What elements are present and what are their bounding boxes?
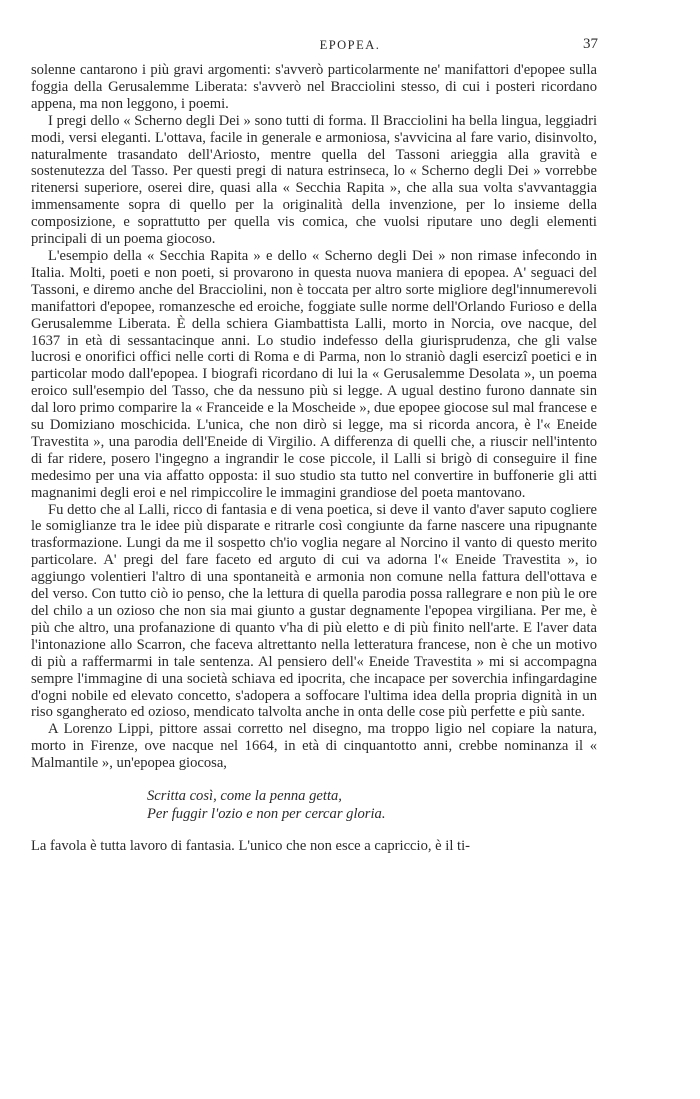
verse-line-1: Scritta così, come la penna getta, [147,788,342,805]
paragraph-lalli: L'esempio della « Secchia Rapita » e dello « Scherno degli Dei » non rimase infecondo in Italia. Molti, poeti e non poeti, si provarono in questa nuova maniera di epopea. A' seguaci del Tassoni, e diremo anche del Bracciolini, non è toccata per altro sorte migliore degl'innumerevoli manifattori d'epopee, romanzesche ed eroiche, foggiate sulle norme dell'Orlando Furioso e della Gerusalemme Liberata. È della schiera Giambattista Lalli, morto in Norcia, ove nacque, del 1637 in età di sessantacinque anni. Lo studio indefesso della giurisprudenza, che gli valse lucrosi e onorifici offici nelle corti di Roma e di Parma, non lo straniò dagli esercizî poetici e in particolar modo dall'epopea. I biografi ricordano di lui la « Gerusalemme Desolata », un poema eroico sull'esempio del Tasso, che da nessuno più si legge. A ugual destino furono dannate sin dal loro primo comparire la « Franceide e la Moscheide », due epopee giocose sul mal francese e su Domiziano moschicida. L'unica, che non dirò si legge, ma si ricorda ancora, è l'« Eneide Travestita », una parodia dell'Eneide di Virgilio. A differenza di quelli che, a riuscir nell'intento di far ridere, posero l'ingegno a ingrandir le cose piccole, il Lalli si brigò di conseguire il fine medesimo per una via affatto opposta: il suo studio sta tutto nel convertire in buffonerie gli atti magnanimi degli eroi e nel rimpiccolire le immagini grandiose del poeta mantovano. [31,247,597,501]
body-text [31,62,597,855]
running-head-title: EPOPEA. [319,38,381,52]
running-head [0,36,700,56]
verse-line-2: Per fuggir l'ozio e non per cercar gloria. [147,806,386,823]
verse-quotation [31,787,597,823]
paragraph-continued: solenne cantarono i più gravi argomenti: s'avverò particolarmente ne' manifattori d'epopee sulla foggia della Gerusalemme Liberata: s'avverò nel Bracciolini stesso, di cui i posteri ricordano appena, ma non leggono, i poemi. [31,62,597,112]
paragraph-eneide-travestita: Fu detto che al Lalli, ricco di fantasia e di vena poetica, si deve il vanto d'aver saputo cogliere le somiglianze tra le idee più disparate e ritrarle così congiunte da farne nascere una ripugnante trasformazione. Lungi da me il sospetto ch'io voglia negare al Norcino il vanto di questo merito particolare. A' pregi del fare faceto ed arguto di cui va adorna l'« Eneide Travestita », io aggiungo volentieri l'altro di una spontaneità e armonia non comune nella fattura dell'ottava e del verso. Con tutto ciò io penso, che la lettura di quella parodia possa rallegrare e non più le ore del chilo a un ozioso che non sia mai giunto a gustar degnamente l'epopea virgiliana. Per me, è più che altro, una profanazione di quanto v'ha di più eletto e di più finito nell'arte. E l'aver data l'intonazione allo Scarron, che faceva altrettanto nella letteratura francese, non è che un motivo di più a raffermarmi in tale sentenza. Al pensiero dell'« Eneide Travestita » mi si accompagna sempre l'immagine di una società schiava ed ipocrita, che incapace per soverchia infingardagine d'ogni nobile ed elevato concetto, s'adopera a soffocare l'ultima idea della propria dignità in un riso sgangherato ed ozioso, mendicato talvolta anche in onta delle cose più perfette e più sante. [31,501,597,721]
page-number: 37 [583,36,598,52]
paragraph-scherno-pregi: I pregi dello « Scherno degli Dei » sono tutti di forma. Il Bracciolini ha bella lingua, leggiadri modi, versi eleganti. L'ottava, facile in generale e armoniosa, s'avvicina al fare vario, disinvolto, naturalmente trasandato dell'Ariosto, mentre quella del Tassoni arieggia alla gravità e sostenutezza del Tasso. Per questi pregi di natura estrinseca, lo « Scherno degli Dei » vorrebbe ritenersi superiore, oserei dire, quasi alla « Secchia Rapita », che alla sua volta s'avvantaggia immensamente sopra di quello per la originalità della invenzione, per lo insieme della composizione, e soprattutto per quella vis comica, che vuolsi riputare uno degli elementi principali di un poema giocoso. [31,112,597,248]
paragraph-lippi: A Lorenzo Lippi, pittore assai corretto nel disegno, ma troppo ligio nel copiare la natura, morto in Firenze, ove nacque nel 1664, in età di cinquantotto anni, crebbe nominanza il « Malmantile », un'epopea giocosa, [31,721,597,772]
closing-line: La favola è tutta lavoro di fantasia. L'unico che non esce a capriccio, è il ti- [31,838,471,855]
